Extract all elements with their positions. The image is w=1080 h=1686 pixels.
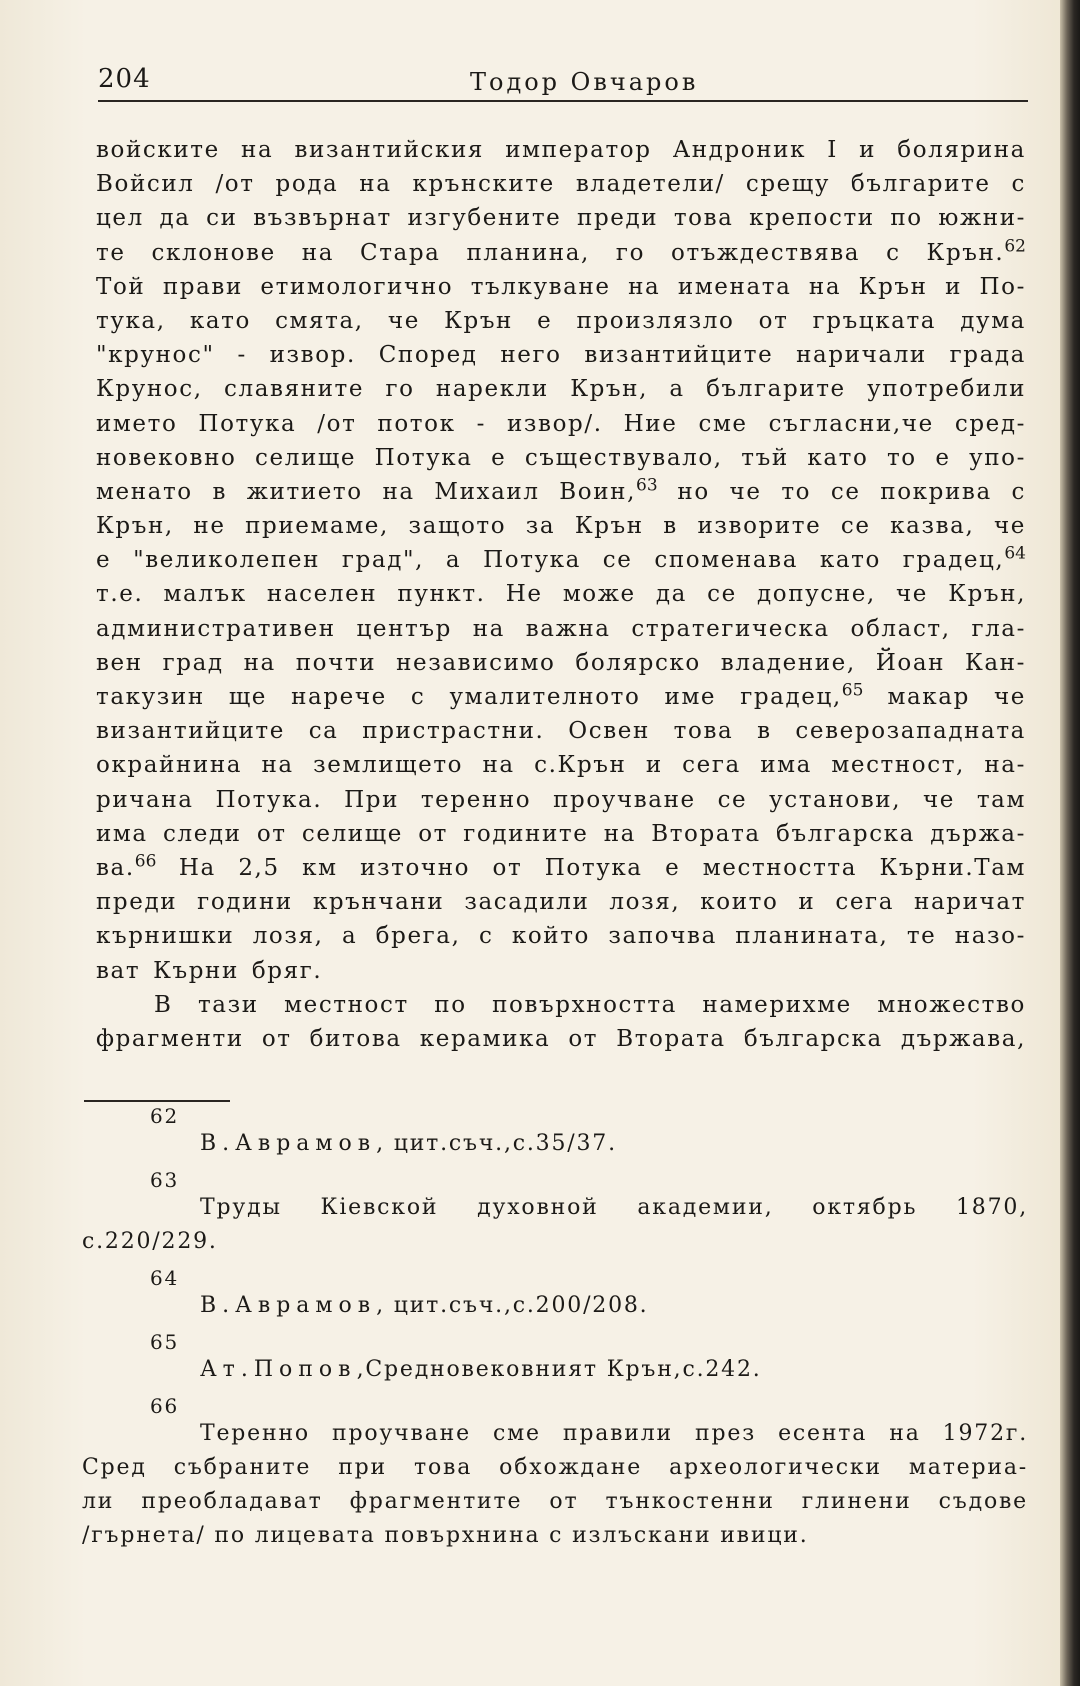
text-fragment: те склонове на Стара планина, го отъждествява с Крън. xyxy=(96,239,1005,266)
text-line: ричана Потука. При теренно проучване се установи, че там xyxy=(96,786,1026,813)
footnote-author: В.Аврамов xyxy=(200,1293,377,1318)
text-fragment: но че то се покрива с xyxy=(677,478,1026,505)
text-line: "крунос" - извор. Според него византийците наричали града xyxy=(96,342,1026,369)
footnote-citation: ,Средновековният Крън,с.242. xyxy=(356,1357,762,1382)
text-line: окрайнина на землището на с.Крън и сега има местност, на- xyxy=(96,752,1026,779)
footnote-ref-64[interactable]: 64 xyxy=(1004,543,1026,564)
text-line xyxy=(96,543,1026,577)
text-line xyxy=(96,236,1026,270)
footnote-62 xyxy=(82,1105,1028,1161)
footnote-citation: , цит.съч.,с.200/208. xyxy=(376,1293,649,1318)
text-line: тука, като смята, че Крън е произлязло от гръцката дума xyxy=(96,307,1026,334)
running-head-author: Тодор Овчаров xyxy=(470,68,699,96)
text-line: фрагменти от битова керамика от Втората българска държава, xyxy=(96,1025,1026,1052)
page-header xyxy=(98,62,1028,102)
footnotes xyxy=(82,1105,1028,1553)
paragraph-first-line: В тази местност по повърхността намерихме множество xyxy=(154,991,1026,1018)
footnote-text: с.220/229. xyxy=(82,1229,218,1254)
footnote-citation: , цит.съч.,с.35/37. xyxy=(376,1131,617,1156)
footnote-text: Сред събраните при това обхождане археологически материа- xyxy=(82,1455,1028,1480)
text-line: административен център на важна стратегическа област, гла- xyxy=(96,615,1026,642)
text-line: Крън, не приемаме, защото за Крън в изворите се казва, че xyxy=(96,513,1026,540)
text-line: ват Кърни бряг. xyxy=(96,957,323,984)
text-line xyxy=(96,475,1026,509)
text-line: т.е. малък населен пункт. Не може да се допусне, че Крън, xyxy=(96,581,1026,608)
footnote-63 xyxy=(82,1169,1028,1259)
footnote-text xyxy=(82,1353,1028,1387)
text-line: вен град на почти независимо болярско владение, Йоан Кан- xyxy=(96,649,1026,676)
footnote-separator xyxy=(84,1100,230,1102)
footnote-number: 65 xyxy=(150,1330,180,1354)
text-line: новековно селище Потука е съществувало, тъй като то е упо- xyxy=(96,444,1026,471)
text-line: византийците са пристрастни. Освен това в северозападната xyxy=(96,718,1026,745)
text-fragment: На 2,5 км източно от Потука е местността Кърни.Там xyxy=(178,854,1026,881)
footnote-text xyxy=(82,1127,1028,1161)
text-fragment: е "великолепен град", а Потука се споменава като градец, xyxy=(96,547,1005,574)
footnote-number: 62 xyxy=(150,1104,180,1128)
footnote-text: ли преобладават фрагментите от тънкостенни глинени съдове xyxy=(82,1489,1028,1514)
footnote-number: 63 xyxy=(150,1168,180,1192)
text-line: преди години крънчани засадили лозя, които и сега наричат xyxy=(96,889,1026,916)
footnote-text xyxy=(82,1289,1028,1323)
text-line xyxy=(96,680,1026,714)
text-line: Той прави етимологично тълкуване на имената на Крън и По- xyxy=(96,273,1026,300)
text-fragment: макар че xyxy=(887,684,1026,710)
text-line: войските на византийския император Андроник I и болярина xyxy=(96,137,1026,163)
page-number: 204 xyxy=(98,64,151,94)
footnote-ref-63[interactable]: 63 xyxy=(636,475,658,496)
text-line: Крунос, славяните го нарекли Крън, а българите употребили xyxy=(96,376,1026,403)
footnote-author: В.Аврамов xyxy=(200,1131,377,1156)
text-fragment: такузин ще нарече с умалителното име градец, xyxy=(96,684,842,710)
footnote-65 xyxy=(82,1331,1028,1387)
body-text xyxy=(96,133,1026,1056)
text-line: има следи от селище от годините на Втората българска държа- xyxy=(96,820,1026,847)
text-line: цел да си възвърнат изгубените преди това крепости по южни- xyxy=(96,205,1026,232)
text-fragment: менато в житието на Михаил Воин, xyxy=(96,478,637,505)
footnote-ref-62[interactable]: 62 xyxy=(1004,235,1026,256)
text-line: кърнишки лозя, а брега, с който започва планината, те назо- xyxy=(96,923,1026,950)
footnote-ref-65[interactable]: 65 xyxy=(841,680,864,701)
footnote-66 xyxy=(82,1395,1028,1553)
text-line: името Потука /от поток - извор/. Ние сме съгласни,че сред- xyxy=(96,410,1026,437)
footnote-number: 66 xyxy=(150,1394,180,1418)
book-binding-edge xyxy=(1060,0,1080,1686)
text-fragment: ва. xyxy=(96,854,135,881)
footnote-text: Труды Кiевской духовной академии, октябрь 1870, xyxy=(200,1195,1028,1220)
footnote-text: Теренно проучване сме правили през есента на 1972г. xyxy=(200,1421,1028,1446)
footnote-text: /гърнета/ по лицевата повърхнина с излъскани ивици. xyxy=(82,1523,809,1548)
footnote-64 xyxy=(82,1267,1028,1323)
footnote-number: 64 xyxy=(150,1266,180,1290)
footnote-author: Ат.Попов xyxy=(200,1357,357,1382)
footnote-ref-66[interactable]: 66 xyxy=(134,851,157,872)
text-line xyxy=(96,851,1026,885)
text-line: Войсил /от рода на крънските владетели/ срещу българите с xyxy=(96,171,1026,198)
